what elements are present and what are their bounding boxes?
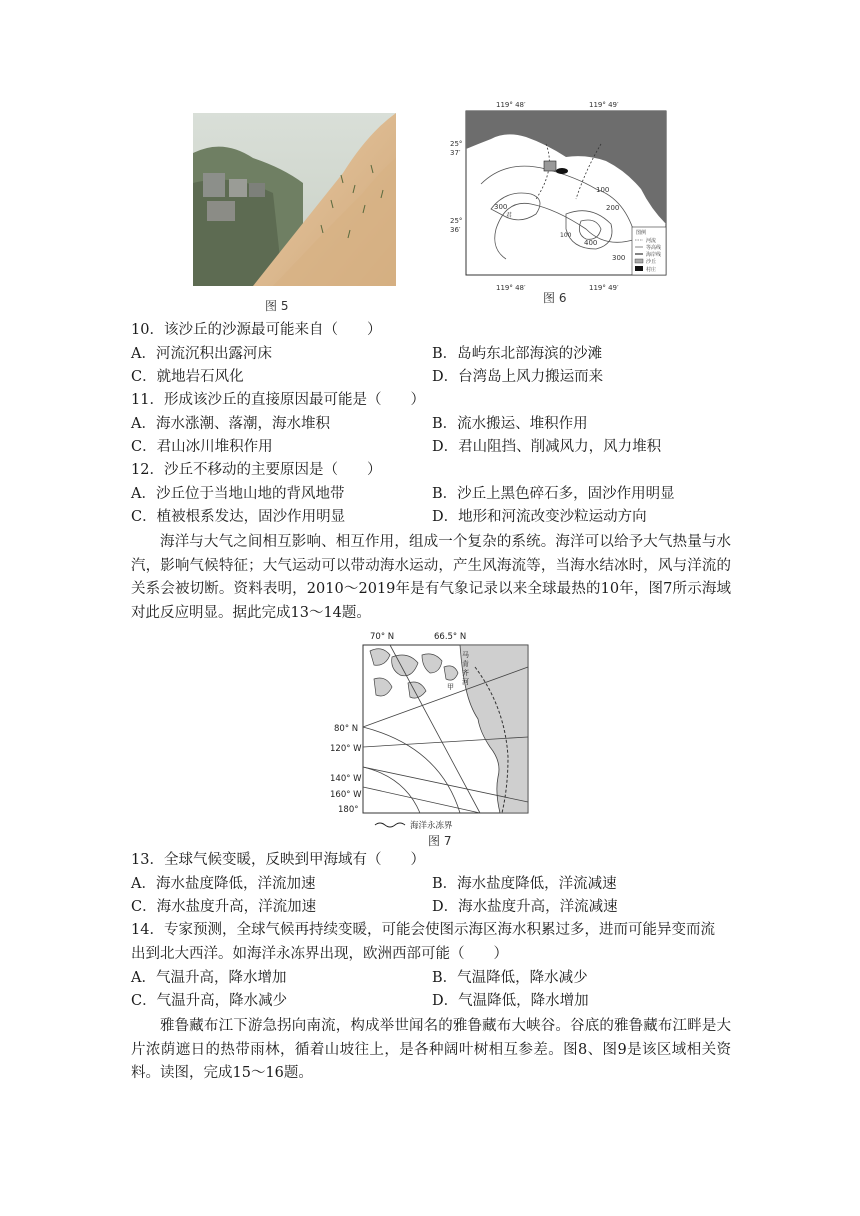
fig6-lat-top-min: 37′ bbox=[450, 149, 461, 157]
q12-stem: 12．沙丘不移动的主要原因是（ ） bbox=[131, 462, 382, 478]
fig6-label-jun: 君 bbox=[506, 212, 513, 219]
fig6-contour-200: 200 bbox=[606, 204, 620, 212]
fig6-contour-100: 100 bbox=[596, 186, 610, 194]
fig6-contour-100b: 100 bbox=[560, 232, 572, 239]
fig6-legend-title: 图例 bbox=[636, 230, 647, 236]
q13-option-d[interactable]: D．海水盐度升高，洋流减速 bbox=[432, 899, 618, 915]
fig6-lat-bottom-min: 36′ bbox=[450, 226, 461, 234]
fig6-legend-item-0: 河流 bbox=[646, 238, 657, 244]
fig7-lon-140: 140° W bbox=[330, 774, 362, 784]
q10-option-c[interactable]: C．就地岩石风化 bbox=[131, 369, 244, 385]
q14-option-a[interactable]: A．气温升高，降水增加 bbox=[131, 970, 287, 986]
q12-option-a[interactable]: A．沙丘位于当地山地的背风地带 bbox=[131, 486, 345, 502]
fig6-contour-400: 400 bbox=[584, 239, 598, 247]
fig6-legend-item-2: 海岸线 bbox=[646, 252, 662, 258]
q13-option-a[interactable]: A．海水盐度降低，洋流加速 bbox=[131, 876, 316, 892]
q12-option-b[interactable]: B．沙丘上黑色碎石多，固沙作用明显 bbox=[432, 486, 675, 502]
fig7-lon-180: 180° bbox=[338, 805, 359, 815]
q11-option-b[interactable]: B．流水搬运、堆积作用 bbox=[432, 416, 588, 432]
q14-option-c[interactable]: C．气温升高，降水减少 bbox=[131, 993, 288, 1009]
passage-yarlung-tsangpo bbox=[131, 1015, 731, 1086]
figure-7-caption: 图 7 bbox=[428, 834, 452, 848]
passage-yarlung-tsangpo-text: 雅鲁藏布江下游急拐向南流，构成举世闻名的雅鲁藏布大峡谷。谷底的雅鲁藏布江畔是大片浓荫遮日的热带雨林，循着山坡往上，是各种阔叶树相互参差。图8、图9是该区域相关资料。读图，完成15～16题。 bbox=[131, 1018, 731, 1081]
fig6-lon-left-bottom: 119° 48′ bbox=[496, 284, 526, 292]
passage-ocean-atmosphere bbox=[131, 531, 731, 625]
fig6-lon-left-top: 119° 48′ bbox=[496, 101, 526, 109]
q14-stem-line2: 出到北大西洋。如海洋永冻界出现，欧洲西部可能（ ） bbox=[131, 946, 508, 962]
fig7-lat-70: 70° N bbox=[370, 632, 395, 642]
q13-option-b[interactable]: B．海水盐度降低，洋流减速 bbox=[432, 876, 617, 892]
q13-stem: 13．全球气候变暖，反映到甲海域有（ ） bbox=[131, 852, 425, 868]
q12-option-d[interactable]: D．地形和河流改变沙粒运动方向 bbox=[432, 509, 647, 525]
fig7-river-label-3: 齐 bbox=[462, 669, 469, 677]
fig7-lat-665: 66.5° N bbox=[434, 632, 467, 642]
figure-5-photo bbox=[193, 113, 396, 286]
q10-option-b[interactable]: B．岛屿东北部海滨的沙滩 bbox=[432, 346, 603, 362]
q11-option-c[interactable]: C．君山冰川堆积作用 bbox=[131, 439, 273, 455]
q14-stem-line1: 14．专家预测，全球气候再持续变暖，可能会使图示海区海水积累过多，进而可能异变而流 bbox=[131, 922, 715, 938]
q14-option-b[interactable]: B．气温降低，降水减少 bbox=[432, 970, 588, 986]
figure-6-map bbox=[436, 99, 672, 301]
fig6-lat-bottom-deg: 25° bbox=[450, 217, 463, 225]
q14-option-d[interactable]: D．气温降低，降水增加 bbox=[432, 993, 589, 1009]
fig6-lon-right-bottom: 119° 49′ bbox=[589, 284, 619, 292]
fig7-river-label-1: 马 bbox=[462, 651, 469, 659]
fig7-river-label-2: 肯 bbox=[462, 660, 469, 668]
q12-option-c[interactable]: C．植被根系发达，固沙作用明显 bbox=[131, 509, 346, 525]
figure-6-caption: 图 6 bbox=[543, 291, 567, 305]
passage-ocean-atmosphere-text: 海洋与大气之间相互影响、相互作用，组成一个复杂的系统。海洋可以给予大气热量与水汽，影响气候特征；大气运动可以带动海水运动，产生风海流等，当海水结冰时，风与洋流的关系会被切断。资料表明，2010～2019年是有气象记录以来全球最热的10年，图7所示海域对此反应明显。据此完成13～14题。 bbox=[131, 534, 731, 621]
fig6-contour-300a: 300 bbox=[494, 203, 508, 211]
q11-stem: 11．形成该沙丘的直接原因最可能是（ ） bbox=[131, 392, 425, 408]
figure-7-map bbox=[330, 627, 532, 834]
q11-option-a[interactable]: A．海水涨潮、落潮，海水堆积 bbox=[131, 416, 330, 432]
fig6-lat-top-deg: 25° bbox=[450, 140, 463, 148]
q10-option-d[interactable]: D．台湾岛上风力搬运而来 bbox=[432, 369, 604, 385]
fig6-contour-300b: 300 bbox=[612, 254, 626, 262]
fig6-legend-item-1: 等高线 bbox=[646, 245, 662, 251]
fig7-lat-80: 80° N bbox=[334, 724, 359, 734]
fig6-legend-item-4: 村庄 bbox=[646, 267, 657, 273]
q10-stem: 10．该沙丘的沙源最可能来自（ ） bbox=[131, 322, 382, 338]
fig7-lon-120: 120° W bbox=[330, 744, 362, 754]
fig6-lon-right-top: 119° 49′ bbox=[589, 101, 619, 109]
fig6-legend bbox=[632, 227, 666, 275]
q13-option-c[interactable]: C．海水盐度升高，洋流加速 bbox=[131, 899, 317, 915]
figure-5-caption: 图 5 bbox=[265, 299, 289, 313]
q10-option-a[interactable]: A．河流沉积出露河床 bbox=[131, 346, 272, 362]
fig7-region-jia: 甲 bbox=[447, 683, 454, 691]
fig7-legend-permafrost: 海洋永冻界 bbox=[410, 821, 453, 831]
q11-option-d[interactable]: D．君山阻挡、削减风力，风力堆积 bbox=[432, 439, 662, 455]
fig7-lon-160: 160° W bbox=[330, 790, 362, 800]
fig6-legend-item-3: 沙丘 bbox=[646, 259, 657, 265]
fig7-river-label-4: 河 bbox=[462, 678, 469, 686]
